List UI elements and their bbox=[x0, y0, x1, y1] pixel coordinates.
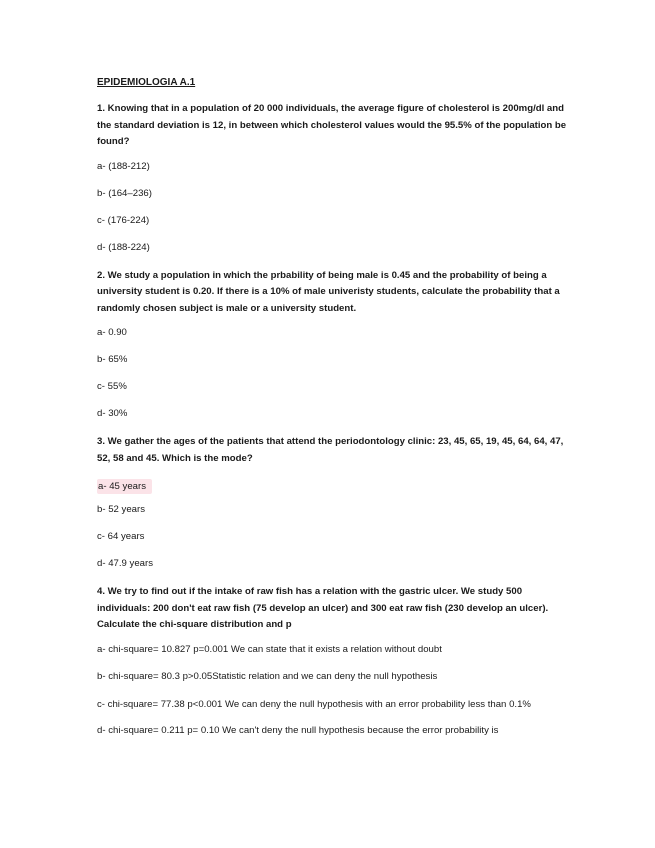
q3-option-b[interactable]: b- 52 years bbox=[97, 504, 145, 515]
document-title: EPIDEMIOLOGIA A.1 bbox=[97, 77, 196, 88]
question-1: 1. Knowing that in a population of 20 000 individuals, the average figure of cholesterol is 200mg/dl and the standard deviation is 12, in between which cholesterol values would the 95.5% of the population be found? bbox=[97, 103, 567, 147]
q4-option-b[interactable]: b- chi-square= 80.3 p>0.05Statistic relation and we can deny the null hypothesis bbox=[97, 670, 438, 682]
q1-option-a[interactable]: a- (188-212) bbox=[97, 160, 150, 172]
document-page bbox=[97, 76, 567, 751]
question-4: 4. We try to find out if the intake of raw fish has a relation with the gastric ulcer. We study 500 individuals: 200 don't eat raw fish (75 develop an ulcer) and 300 eat raw fish (230 develop an ulcer). Calculate the chi-square distribution and p bbox=[97, 586, 549, 630]
q2-option-b[interactable]: b- 65% bbox=[97, 354, 128, 365]
q3-option-c[interactable]: c- 64 years bbox=[97, 531, 145, 542]
q1-option-b[interactable]: b- (164–236) bbox=[97, 187, 152, 199]
q2-option-c[interactable]: c- 55% bbox=[97, 381, 127, 392]
q1-option-c[interactable]: c- (176-224) bbox=[97, 214, 150, 226]
q4-option-a[interactable]: a- chi-square= 10.827 p=0.001 We can state that it exists a relation without doubt bbox=[97, 643, 442, 655]
q3-option-a-highlighted[interactable]: a- 45 years bbox=[97, 479, 152, 494]
question-3: 3. We gather the ages of the patients that attend the periodontology clinic: 23, 45, 65, 19, 45, 64, 64, 47, 52, 58 and 45. Which is the mode? bbox=[97, 436, 564, 464]
question-2: 2. We study a population in which the prbability of being male is 0.45 and the probability of being a university student is 0.20. If there is a 10% of male univeristy students, calculate the probability that a randomly chosen subject is male or a university student. bbox=[97, 269, 560, 314]
q4-option-c[interactable]: c- chi-square= 77.38 p<0.001 We can deny the null hypothesis with an error probability less than 0.1% bbox=[97, 698, 531, 710]
q3-option-a-wrap bbox=[97, 476, 567, 492]
q1-option-d[interactable]: d- (188-224) bbox=[97, 241, 150, 253]
q2-option-a[interactable]: a- 0.90 bbox=[97, 327, 127, 338]
q2-option-d[interactable]: d- 30% bbox=[97, 408, 128, 419]
q3-option-d[interactable]: d- 47.9 years bbox=[97, 558, 153, 569]
q4-option-d[interactable]: d- chi-square= 0.211 p= 0.10 We can't deny the null hypothesis because the error probability is bbox=[97, 724, 499, 736]
